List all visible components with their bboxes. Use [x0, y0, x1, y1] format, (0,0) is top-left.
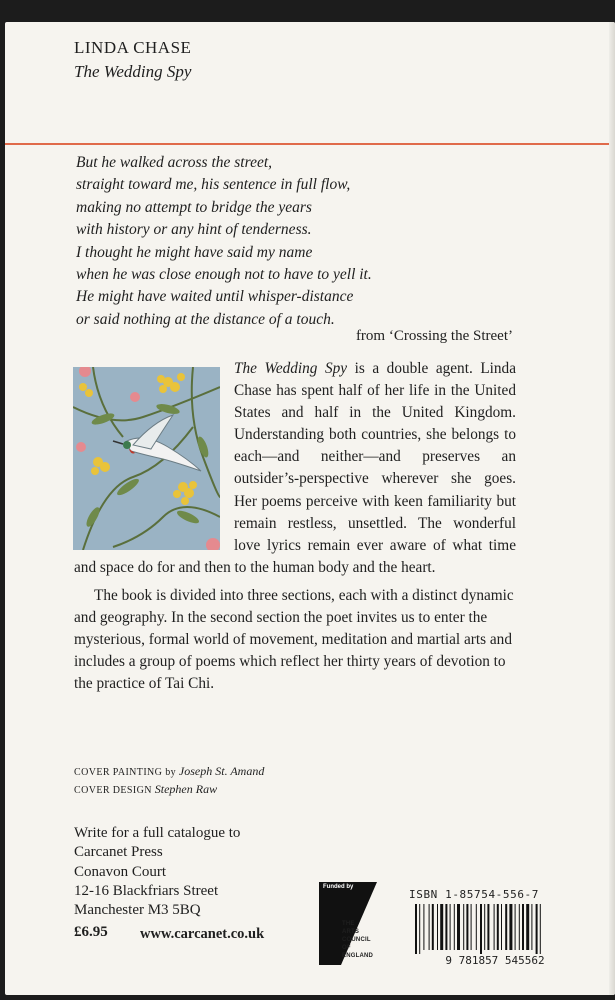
poem-line: making no attempt to bridge the years: [76, 198, 312, 216]
address-line: 12-16 Blackfriars Street: [74, 882, 219, 899]
barcode-bar: [429, 904, 430, 950]
book-description: [74, 358, 516, 695]
design-credit-label: COVER DESIGN: [74, 785, 152, 796]
barcode-bar: [487, 904, 489, 950]
blurb-paragraph-1: is a double agent. Linda Chase has spent half of her life in the United States and half in the United Kingdom. Understanding both countries, she belongs to each—and neither—and preserves an outsider’s-perspective wherever she goes. Her poems perceive with keen familiarity but remain restless, unsettled. The wonderful love lyrics remain ever aware of what time and space do for and then to the human body and the heart.: [74, 360, 516, 576]
arts-council-name-line: COUNCIL: [342, 937, 371, 943]
back-cover: [5, 22, 615, 995]
barcode-bar: [509, 904, 512, 950]
barcode-bar: [505, 904, 507, 950]
barcode-bar: [536, 904, 538, 954]
address-line: Conavon Court: [74, 863, 167, 880]
barcode-bar: [484, 904, 485, 950]
barcode-bar: [440, 904, 443, 950]
arts-council-logo: [319, 882, 377, 965]
painting-wrap-spacer: [74, 358, 234, 548]
barcode-bar: [515, 904, 516, 950]
barcode-bar: [501, 904, 502, 950]
design-credit-name: Stephen Raw: [154, 782, 218, 796]
funded-by-label: Funded by: [323, 884, 354, 890]
barcode-bar: [415, 904, 417, 954]
blurb-title: The Wedding Spy: [234, 360, 348, 377]
address-line: Write for a full catalogue to: [74, 825, 241, 841]
barcode-bar: [457, 904, 460, 950]
barcode-number: 9 781857 545562: [445, 954, 545, 966]
book-title: The Wedding Spy: [74, 62, 192, 81]
barcode-bar: [454, 904, 455, 950]
barcode-bar: [531, 904, 532, 950]
arts-council-name: [342, 920, 377, 960]
painting-credit-name: Joseph St. Amand: [178, 764, 265, 778]
barcode-bar: [423, 904, 424, 950]
address-line: Manchester M3 5BQ: [74, 902, 201, 919]
barcode-bar: [463, 904, 464, 950]
barcode-bar: [445, 904, 447, 950]
poem-line: straight toward me, his sentence in full flow,: [76, 176, 351, 194]
publisher-address: [74, 824, 240, 920]
poem-line: or said nothing at the distance of a touch.: [76, 310, 335, 328]
address-line: Carcanet Press: [74, 844, 163, 861]
poem-excerpt: [76, 152, 536, 331]
cover-credits: [74, 763, 264, 799]
barcode-bar: [471, 904, 472, 950]
barcode-bar: [497, 904, 499, 950]
arts-council-name-line: THE: [342, 921, 355, 927]
barcode-bar: [476, 904, 477, 950]
barcode-bar: [450, 904, 451, 950]
barcode-bar: [540, 904, 541, 954]
barcode-bar: [437, 904, 438, 950]
arts-council-name-line: OF ENGLAND: [342, 945, 374, 959]
barcode-bar: [480, 904, 482, 954]
poem-source: from ‘Crossing the Street’: [355, 328, 513, 344]
poem-line: But he walked across the street,: [76, 154, 273, 171]
barcode-icon: [405, 902, 585, 966]
barcode-bar: [522, 904, 524, 950]
painting-credit-label: COVER PAINTING by: [74, 767, 176, 778]
barcode-bar: [432, 904, 434, 950]
poem-line: He might have waited until whisper-distance: [76, 288, 354, 306]
barcode: [405, 902, 585, 966]
isbn-label: ISBN 1-85754-556-7: [409, 888, 540, 901]
price: £6.95: [74, 924, 108, 940]
poem-line: when he was close enough not to have to yell it.: [76, 266, 372, 284]
poem-line: I thought he might have said my name: [76, 243, 313, 261]
barcode-bar: [419, 904, 420, 954]
header-divider: [5, 143, 615, 145]
arts-council-name-line: ARTS: [342, 929, 360, 935]
publisher-website: www.carcanet.co.uk: [140, 926, 265, 942]
poem-line: with history or any hint of tenderness.: [76, 221, 312, 239]
barcode-bar: [494, 904, 495, 950]
barcode-bar: [526, 904, 529, 950]
author-name: LINDA CHASE: [74, 38, 192, 57]
barcode-bar: [519, 904, 520, 950]
barcode-bar: [466, 904, 468, 950]
blurb-paragraph-2: The book is divided into three sections, each with a distinct dynamic and geography. In the second section the poet invites us to enter the mysterious, formal world of movement, meditation and martial arts and includes a group of poems which reflect her thirty years of devotion to the practice of Tai Chi.: [74, 586, 514, 693]
